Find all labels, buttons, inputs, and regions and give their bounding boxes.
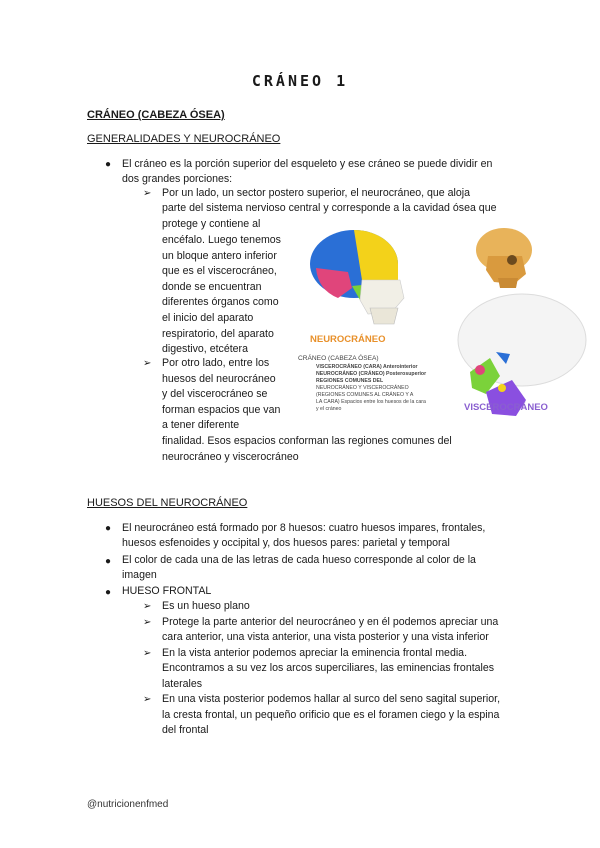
bullet-line: El color de cada una de las letras de cada hueso corresponde al color de la	[122, 554, 476, 566]
bullet-line: HUESO FRONTAL	[122, 585, 212, 597]
arrow-bullet-icon: ➢	[143, 648, 152, 659]
page-title: CRÁNEO 1	[251, 72, 349, 90]
sub2-line: finalidad. Esos espacios conforman las regiones comunes del	[162, 435, 452, 447]
subheading-huesos: HUESOS DEL NEUROCRÁNEO	[87, 497, 248, 509]
arrow-bullet-icon: ➢	[143, 188, 152, 199]
sub2-line: neurocráneo y viscerocráneo	[162, 451, 299, 463]
footer-handle: @nutricionenfmed	[87, 799, 169, 810]
sub1-line: respiratorio, del aparato	[162, 328, 274, 340]
small-skull	[476, 228, 532, 288]
bullet-line: El neurocráneo está formado por 8 huesos: cuatro huesos impares, frontales,	[122, 522, 486, 534]
legend-line: LA CARA) Espacios entre los huesos de la cara	[316, 399, 426, 405]
paragraph-intro-line2: dos grandes porciones:	[122, 173, 233, 185]
legend-line: CRÁNEO (CABEZA ÓSEA)	[298, 355, 379, 362]
legend-line: NEUROCRÁNEO Y VISCEROCRÁNEO	[316, 385, 409, 391]
bullet-dot: ●	[105, 523, 112, 534]
sub1-line: Por un lado, un sector postero superior, el neurocráneo, que aloja	[162, 187, 471, 199]
skull-illustration	[296, 220, 599, 425]
frontal-line: Es un hueso plano	[162, 600, 250, 612]
sub2-line: Por otro lado, entre los	[162, 357, 270, 369]
sub1-line: encéfalo. Luego tenemos	[162, 234, 281, 246]
sub1-line: digestivo, etcétera	[162, 343, 248, 355]
frontal-line: la cresta frontal, un pequeño orificio que es el foramen ciego y la espina	[162, 709, 500, 721]
label-neurocraneo: NEUROCRÁNEO	[310, 334, 386, 345]
sub1-line: protege y contiene al	[162, 218, 261, 230]
frontal-line: En una vista posterior podemos hallar al surco del seno sagital superior,	[162, 693, 501, 705]
viscerocraneo-skull	[458, 294, 586, 416]
frontal-line: cara anterior, una vista anterior, una vista posterior y una vista inferior	[162, 631, 489, 643]
frontal-line: Encontramos a su vez los arcos superciliares, las eminencias frontales	[162, 662, 495, 674]
sub2-line: a tener diferente	[162, 419, 240, 431]
bullet-dot: ●	[105, 587, 112, 598]
bullet-dot: ●	[105, 159, 112, 170]
frontal-line: del frontal	[162, 724, 209, 736]
label-viscerocraneo: VISCEROCRÁNEO	[464, 402, 548, 413]
frontal-line: Protege la parte anterior del neurocráneo y en él podemos apreciar una	[162, 616, 499, 628]
section-heading-craneo: CRÁNEO (CABEZA ÓSEA)	[87, 109, 225, 121]
arrow-bullet-icon: ➢	[143, 358, 152, 369]
sub2-line: y del viscerocráneo se	[162, 388, 268, 400]
legend-line: REGIONES COMUNES DEL	[316, 378, 384, 384]
legend-line: y el cráneo	[316, 406, 342, 412]
arrow-bullet-icon: ➢	[143, 617, 152, 628]
sub1-line: diferentes órganos como	[162, 296, 279, 308]
arrow-bullet-icon: ➢	[143, 601, 152, 612]
sub2-line: forman espacios que van	[162, 404, 281, 416]
sub1-line: parte del sistema nervioso central y corresponde a la cavidad ósea que	[162, 202, 497, 214]
sub2-line: huesos del neurocráneo	[162, 373, 276, 385]
legend-line: (REGIONES COMUNES AL CRÁNEO Y A	[316, 392, 414, 398]
paragraph-intro-line1: El cráneo es la porción superior del esqueleto y ese cráneo se puede dividir en	[122, 158, 493, 170]
arrow-bullet-icon: ➢	[143, 694, 152, 705]
legend-line: NEUROCRÁNEO (CRÁNEO) Posterosuperior	[316, 371, 427, 377]
frontal-line: laterales	[162, 678, 203, 690]
skull-figure	[296, 220, 599, 425]
legend-line: VISCEROCRÁNEO (CARA) Anterointerior	[316, 364, 418, 370]
bullet-line: imagen	[122, 569, 157, 581]
sub1-line: un bloque antero inferior	[162, 250, 277, 262]
bullet-dot: ●	[105, 556, 112, 567]
subheading-generalidades: GENERALIDADES Y NEUROCRÁNEO	[87, 133, 281, 145]
figure-legend	[298, 353, 426, 412]
neurocraneo-skull	[310, 230, 404, 324]
bullet-line: huesos esfenoides y occipital y, dos huesos pares: parietal y temporal	[122, 537, 450, 549]
sub1-line: el inicio del aparato	[162, 312, 254, 324]
sub1-line: que es el viscerocráneo,	[162, 265, 277, 277]
sub1-line: donde se encuentran	[162, 281, 262, 293]
frontal-line: En la vista anterior podemos apreciar la eminencia frontal media.	[162, 647, 468, 659]
